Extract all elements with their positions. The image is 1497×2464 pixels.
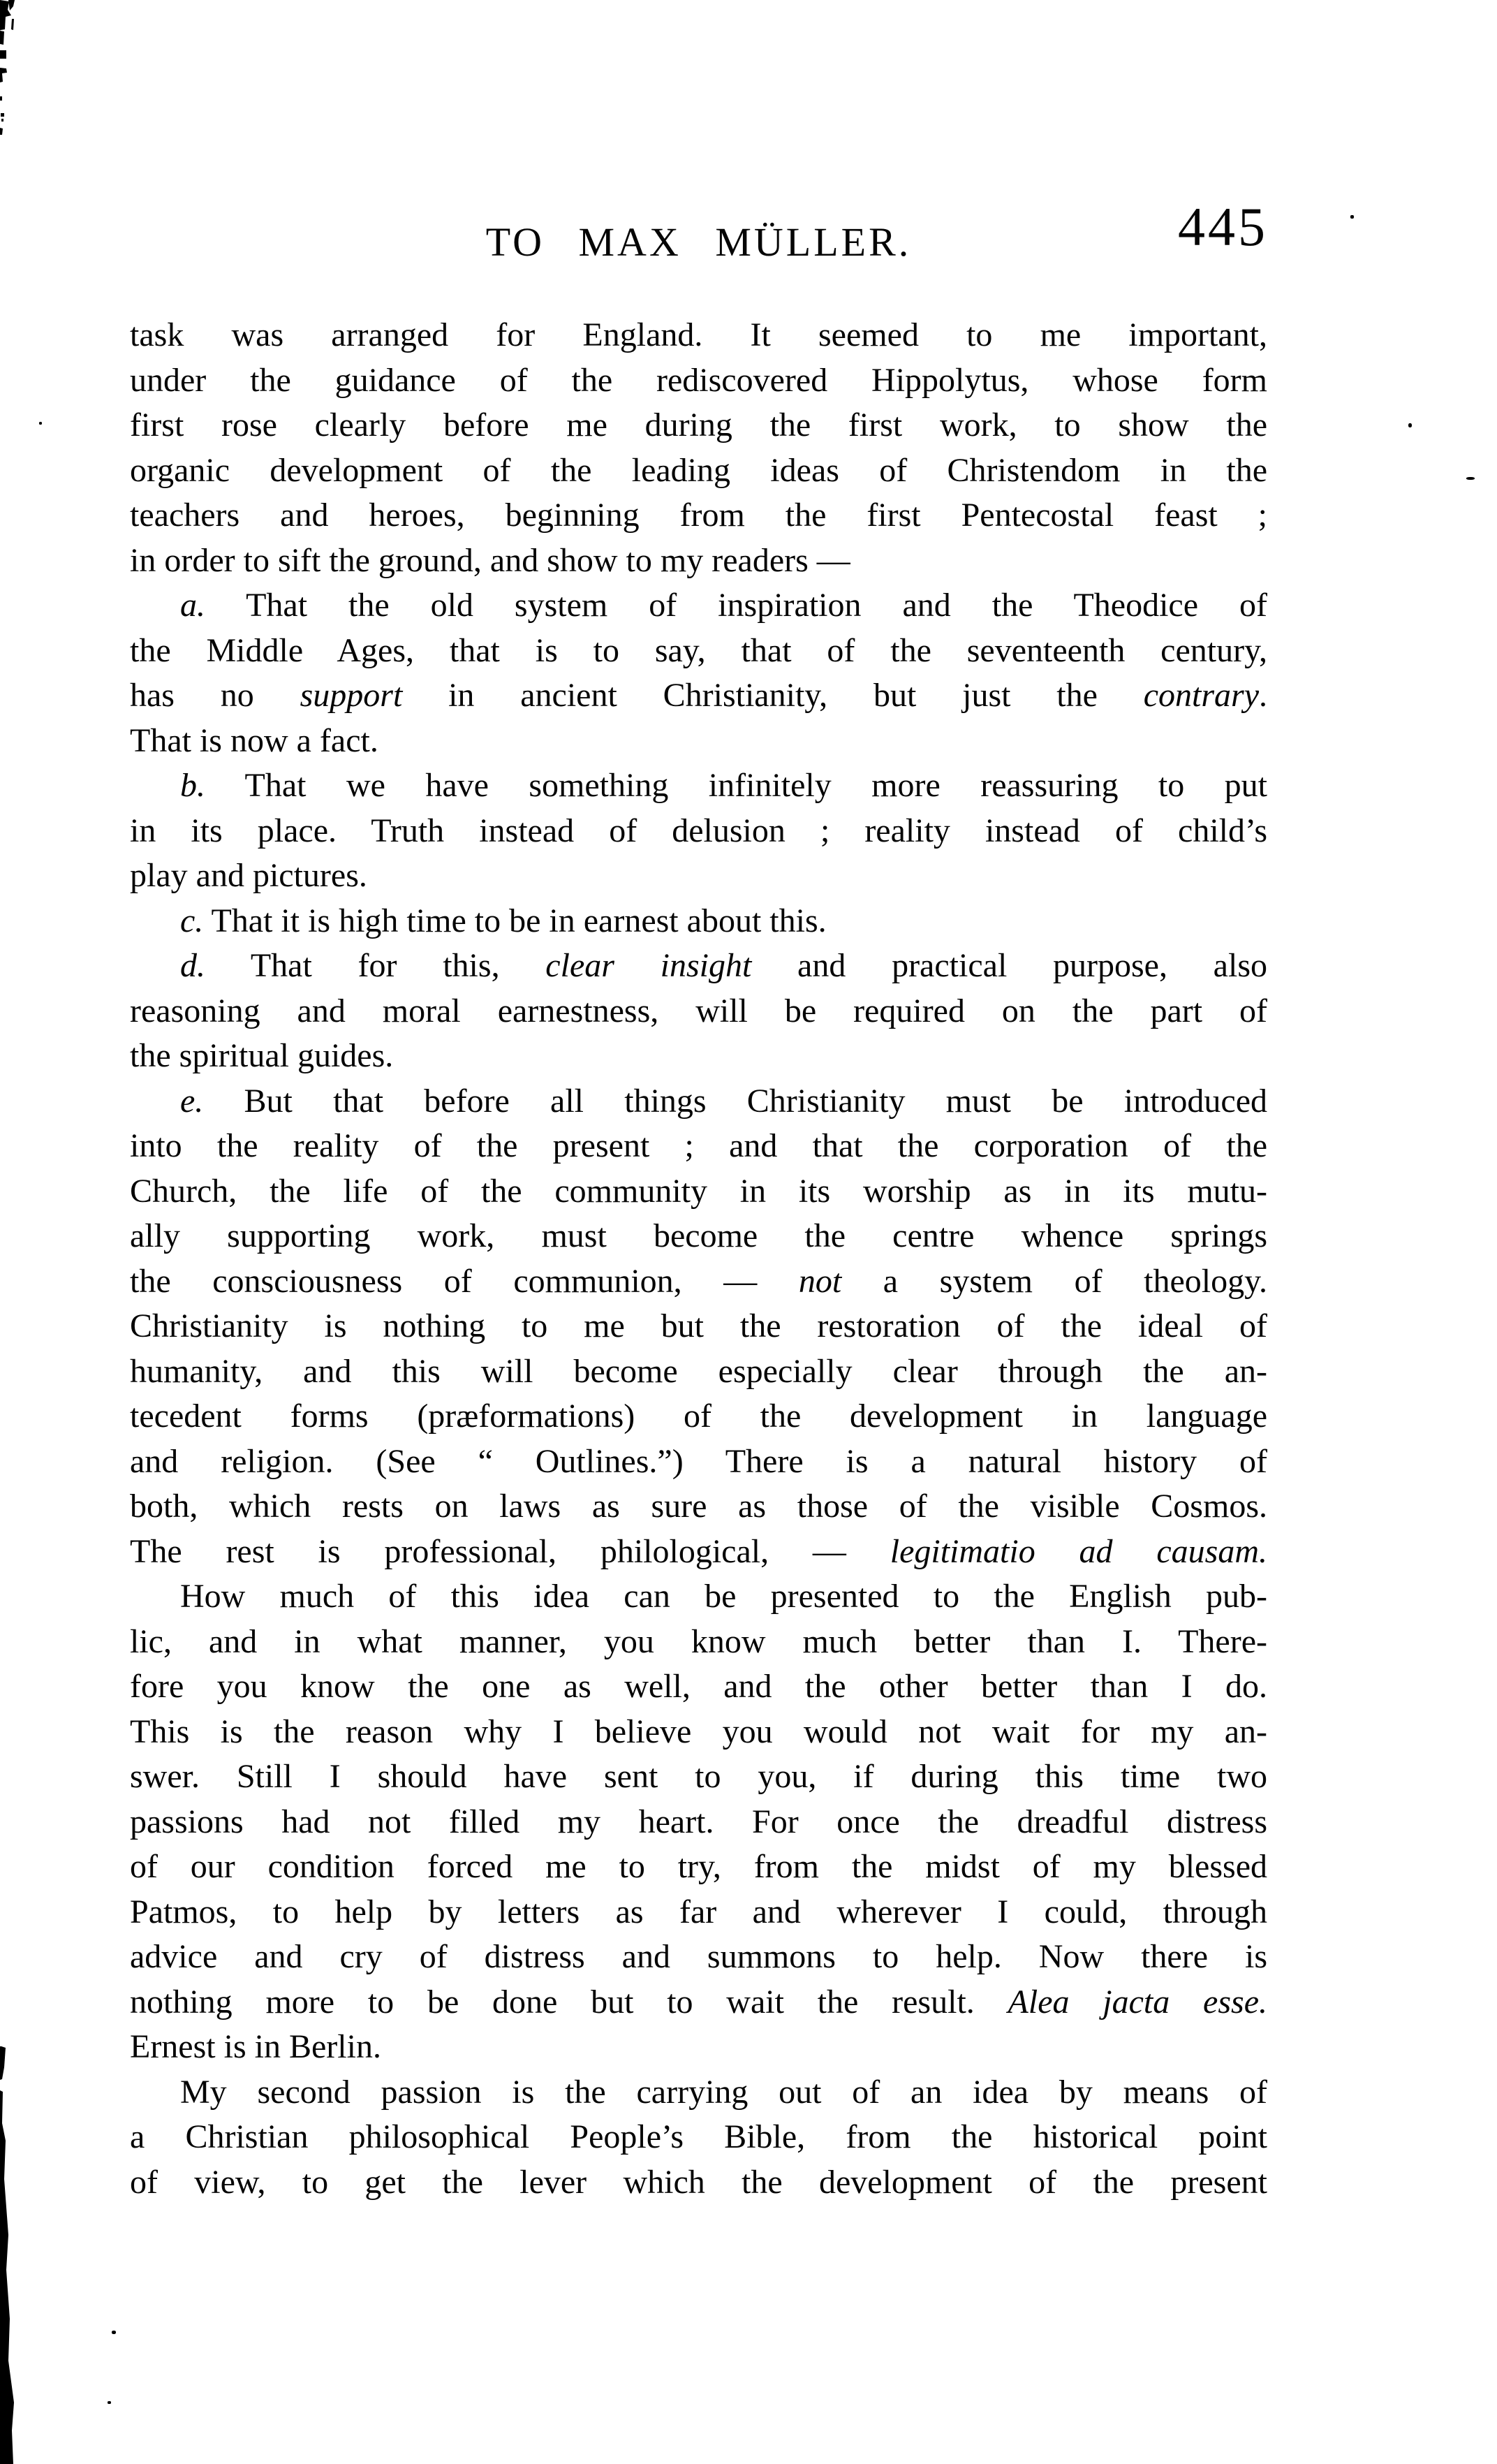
text-line: [130, 629, 1267, 674]
text-line: [130, 763, 1267, 809]
text-line: [130, 1484, 1267, 1530]
text-segment: My second passion is the carrying out of an idea by means of: [180, 2073, 1267, 2111]
text-segment: That is now a fact.: [130, 721, 378, 759]
text-line: [130, 1890, 1267, 1935]
text-segment: first rose clearly before me during the first work, to show the: [130, 406, 1267, 443]
italic-text-segment: a.: [180, 587, 205, 624]
text-segment: the consciousness of communion, —: [130, 1262, 799, 1300]
text-line: [130, 1664, 1267, 1710]
paragraph: [130, 1079, 1267, 1575]
scan-speck: [1408, 423, 1412, 427]
text-segment: passions had not filled my heart. For once the dreadful distress: [130, 1803, 1267, 1840]
text-segment: How much of this idea can be presented to the English pub-: [180, 1578, 1267, 1615]
text-line: [130, 899, 1267, 944]
text-segment: lic, and in what manner, you know much better than I. There-: [130, 1622, 1267, 1660]
text-segment: Church, the life of the community in its worship as in its mutu-: [130, 1172, 1267, 1210]
italic-text-segment: Alea jacta esse.: [1008, 1983, 1267, 2021]
text-line: [130, 1439, 1267, 1485]
text-line: [130, 1710, 1267, 1755]
text-segment: play and pictures.: [130, 857, 367, 894]
text-segment: organic development of the leading ideas of Christendom in the: [130, 451, 1267, 489]
text-segment: of view, to get the lever which the development of the present: [130, 2163, 1267, 2201]
text-line: [130, 1259, 1267, 1305]
text-segment: has no: [130, 677, 300, 714]
text-line: [130, 358, 1267, 404]
paragraph: [130, 2070, 1267, 2206]
scan-artifact-top-left: [0, 0, 56, 147]
text-line: [130, 1304, 1267, 1349]
text-line: [130, 1574, 1267, 1620]
text-segment: teachers and heroes, beginning from the first Pentecostal feast ;: [130, 497, 1267, 534]
scan-speck: [1350, 215, 1354, 219]
text-line: [130, 2025, 1267, 2070]
text-segment: But that before all things Christianity must be introduced: [203, 1082, 1267, 1120]
text-segment: under the guidance of the rediscovered Hippolytus, whose form: [130, 361, 1267, 399]
text-line: [130, 673, 1267, 719]
text-segment: a Christian philosophical People’s Bible, from the historical point: [130, 2118, 1267, 2155]
text-line: [130, 1754, 1267, 1800]
text-segment: That the old system of inspiration and the Theodice of: [205, 587, 1267, 624]
italic-text-segment: e.: [180, 1082, 204, 1120]
text-segment: The rest is professional, philological, —: [130, 1532, 890, 1570]
text-line: [130, 989, 1267, 1034]
text-line: [130, 1800, 1267, 1845]
text-line: [130, 719, 1267, 764]
italic-text-segment: b.: [180, 767, 205, 804]
text-segment: .: [1259, 677, 1268, 714]
text-line: [130, 2070, 1267, 2115]
text-segment: reasoning and moral earnestness, will be required on the part of: [130, 992, 1267, 1029]
text-segment: Patmos, to help by letters as far and wherever I could, through: [130, 1893, 1267, 1930]
text-segment: This is the reason why I believe you would not wait for my an-: [130, 1713, 1267, 1750]
text-line: [130, 1394, 1267, 1439]
paragraph: [130, 1574, 1267, 2070]
text-segment: ally supporting work, must become the centre whence springs: [130, 1217, 1267, 1254]
text-line: [130, 1169, 1267, 1215]
text-line: [130, 583, 1267, 629]
text-segment: advice and cry of distress and summons to help. Now there is: [130, 1938, 1267, 1975]
italic-text-segment: d.: [180, 947, 205, 984]
text-segment: and religion. (See “ Outlines.”) There is a natural history of: [130, 1442, 1267, 1480]
text-line: [130, 853, 1267, 899]
text-segment: both, which rests on laws as sure as those of the visible Cosmos.: [130, 1488, 1267, 1525]
paragraph: [130, 583, 1267, 763]
text-segment: the spiritual guides.: [130, 1037, 394, 1074]
text-segment: a system of theology.: [841, 1262, 1268, 1300]
text-segment: That for this,: [205, 947, 546, 984]
text-segment: of our condition forced me to try, from the midst of my blessed: [130, 1848, 1267, 1885]
text-segment: nothing more to be done but to wait the result.: [130, 1983, 1008, 2021]
text-segment: in its place. Truth instead of delusion ; reality instead of child’s: [130, 812, 1267, 849]
text-line: [130, 493, 1267, 538]
text-line: [130, 944, 1267, 989]
text-segment: That we have something infinitely more reassuring to put: [205, 767, 1267, 804]
text-segment: in ancient Christianity, but just the: [402, 677, 1144, 714]
text-segment: swer. Still I should have sent to you, if during this time two: [130, 1758, 1267, 1795]
text-line: [130, 1845, 1267, 1890]
paragraph: [130, 313, 1267, 583]
text-line: [130, 403, 1267, 448]
text-line: [130, 1034, 1267, 1079]
text-line: [130, 538, 1267, 584]
text-segment: in order to sift the ground, and show to my readers —: [130, 541, 850, 579]
text-line: [130, 1214, 1267, 1259]
text-segment: and practical purpose, also: [751, 947, 1268, 984]
text-segment: Ernest is in Berlin.: [130, 2028, 381, 2065]
scan-speck: [39, 422, 42, 425]
scan-speck: [112, 2331, 116, 2334]
page-header: [130, 219, 1267, 271]
italic-text-segment: c.: [180, 902, 204, 939]
text-line: [130, 1124, 1267, 1169]
text-line: [130, 1079, 1267, 1124]
text-line: [130, 313, 1267, 358]
italic-text-segment: contrary: [1143, 677, 1260, 714]
italic-text-segment: support: [300, 677, 403, 714]
text-line: [130, 1620, 1267, 1665]
running-title: TO MAX MÜLLER.: [485, 219, 912, 265]
italic-text-segment: clear insight: [545, 947, 752, 984]
letter-body: [130, 313, 1267, 2205]
paragraph: [130, 899, 1267, 944]
text-line: [130, 2115, 1267, 2160]
text-line: [130, 1349, 1267, 1395]
scan-speck: [108, 2401, 111, 2404]
text-line: [130, 1980, 1267, 2025]
paragraph: [130, 944, 1267, 1079]
italic-text-segment: not: [798, 1262, 842, 1300]
text-line: [130, 1530, 1267, 1575]
paragraph: [130, 763, 1267, 899]
text-segment: Christianity is nothing to me but the restoration of the ideal of: [130, 1307, 1267, 1344]
text-segment: tecedent forms (præformations) of the development in language: [130, 1398, 1267, 1435]
scan-artifact-bottom-left: [0, 2039, 28, 2464]
text-segment: That it is high time to be in earnest about this.: [203, 902, 827, 939]
text-line: [130, 809, 1267, 854]
page-number: 445: [1178, 196, 1268, 257]
text-segment: humanity, and this will become especially clear through the an-: [130, 1352, 1267, 1390]
text-segment: fore you know the one as well, and the other better than I do.: [130, 1668, 1267, 1705]
text-line: [130, 1935, 1267, 1980]
text-segment: task was arranged for England. It seemed to me important,: [130, 316, 1267, 353]
text-segment: the Middle Ages, that is to say, that of the seventeenth century,: [130, 631, 1267, 669]
italic-text-segment: legitimatio ad causam.: [890, 1532, 1267, 1570]
scan-speck: [1466, 477, 1475, 480]
text-segment: into the reality of the present ; and that the corporation of the: [130, 1127, 1267, 1164]
text-line: [130, 448, 1267, 494]
text-line: [130, 2160, 1267, 2206]
